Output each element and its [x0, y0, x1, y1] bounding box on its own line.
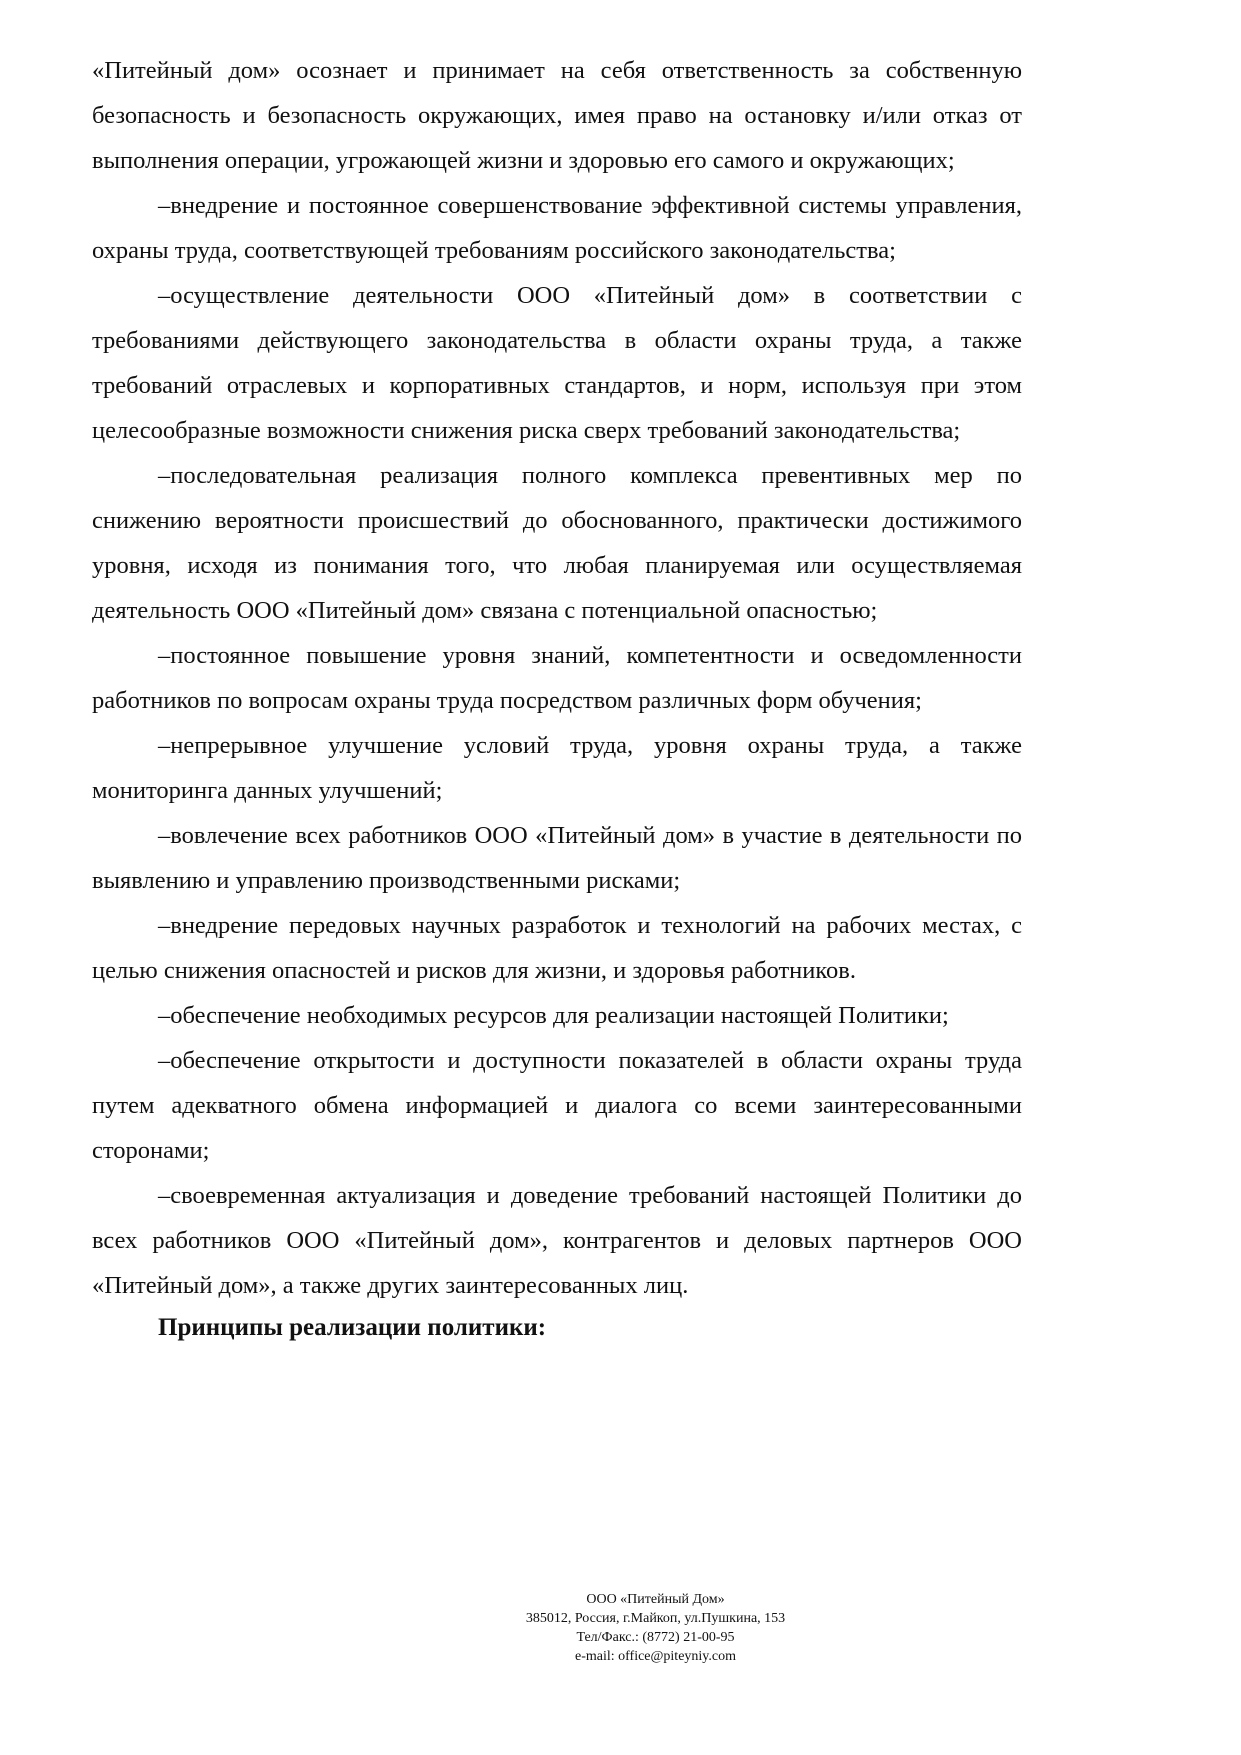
list-item: –своевременная актуализация и доведение требований настоящей Политики до всех работников ООО «Питейный дом», контрагентов и деловых партнеров ООО «Питейный дом», а также других заинтересованных лиц.	[92, 1182, 1022, 1299]
page-footer	[0, 1590, 1241, 1666]
list-item: –внедрение и постоянное совершенствование эффективной системы управления, охраны труда, соответствующей требованиям российского законодательства;	[92, 192, 1022, 264]
list-item: –постоянное повышение уровня знаний, компетентности и осведомленности работников по вопросам охраны труда посредством различных форм обучения;	[92, 642, 1022, 714]
paragraph-intro: «Питейный дом» осознает и принимает на себя ответственность за собственную безопасность и безопасность окружающих, имея право на остановку и/или отказ от выполнения операции, угрожающей жизни и здоровью его самого и окружающих;	[92, 57, 1022, 174]
section-heading: Принципы реализации политики:	[158, 1314, 547, 1341]
list-item: –внедрение передовых научных разработок и технологий на рабочих местах, с целью снижения опасностей и рисков для жизни, и здоровья работников.	[92, 912, 1022, 984]
footer-phone: Тел/Факс.: (8772) 21-00-95	[576, 1630, 735, 1645]
list-item: –осуществление деятельности ООО «Питейный дом» в соответствии с требованиями действующего законодательства в области охраны труда, а также требований отраслевых и корпоративных стандартов, и норм, используя при этом целесообразные возможности снижения риска сверх требований законодательства;	[92, 282, 1022, 444]
footer-company: ООО «Питейный Дом»	[586, 1592, 725, 1607]
list-item: –обеспечение открытости и доступности показателей в области охраны труда путем адекватного обмена информацией и диалога со всеми заинтересованными сторонами;	[92, 1047, 1022, 1164]
footer-address: 385012, Россия, г.Майкоп, ул.Пушкина, 153	[525, 1611, 786, 1626]
list-item: –последовательная реализация полного комплекса превентивных мер по снижению вероятности происшествий до обоснованного, практически достижимого уровня, исходя из понимания того, что любая планируемая или осуществляемая деятельность ООО «Питейный дом» связана с потенциальной опасностью;	[92, 462, 1022, 624]
document-body	[92, 48, 1022, 1348]
list-item: –обеспечение необходимых ресурсов для реализации настоящей Политики;	[158, 1002, 949, 1029]
list-item: –вовлечение всех работников ООО «Питейный дом» в участие в деятельности по выявлению и управлению производственными рисками;	[92, 822, 1022, 894]
list-item: –непрерывное улучшение условий труда, уровня охраны труда, а также мониторинга данных улучшений;	[92, 732, 1022, 804]
footer-email: e-mail: office@piteyniy.com	[574, 1649, 736, 1664]
